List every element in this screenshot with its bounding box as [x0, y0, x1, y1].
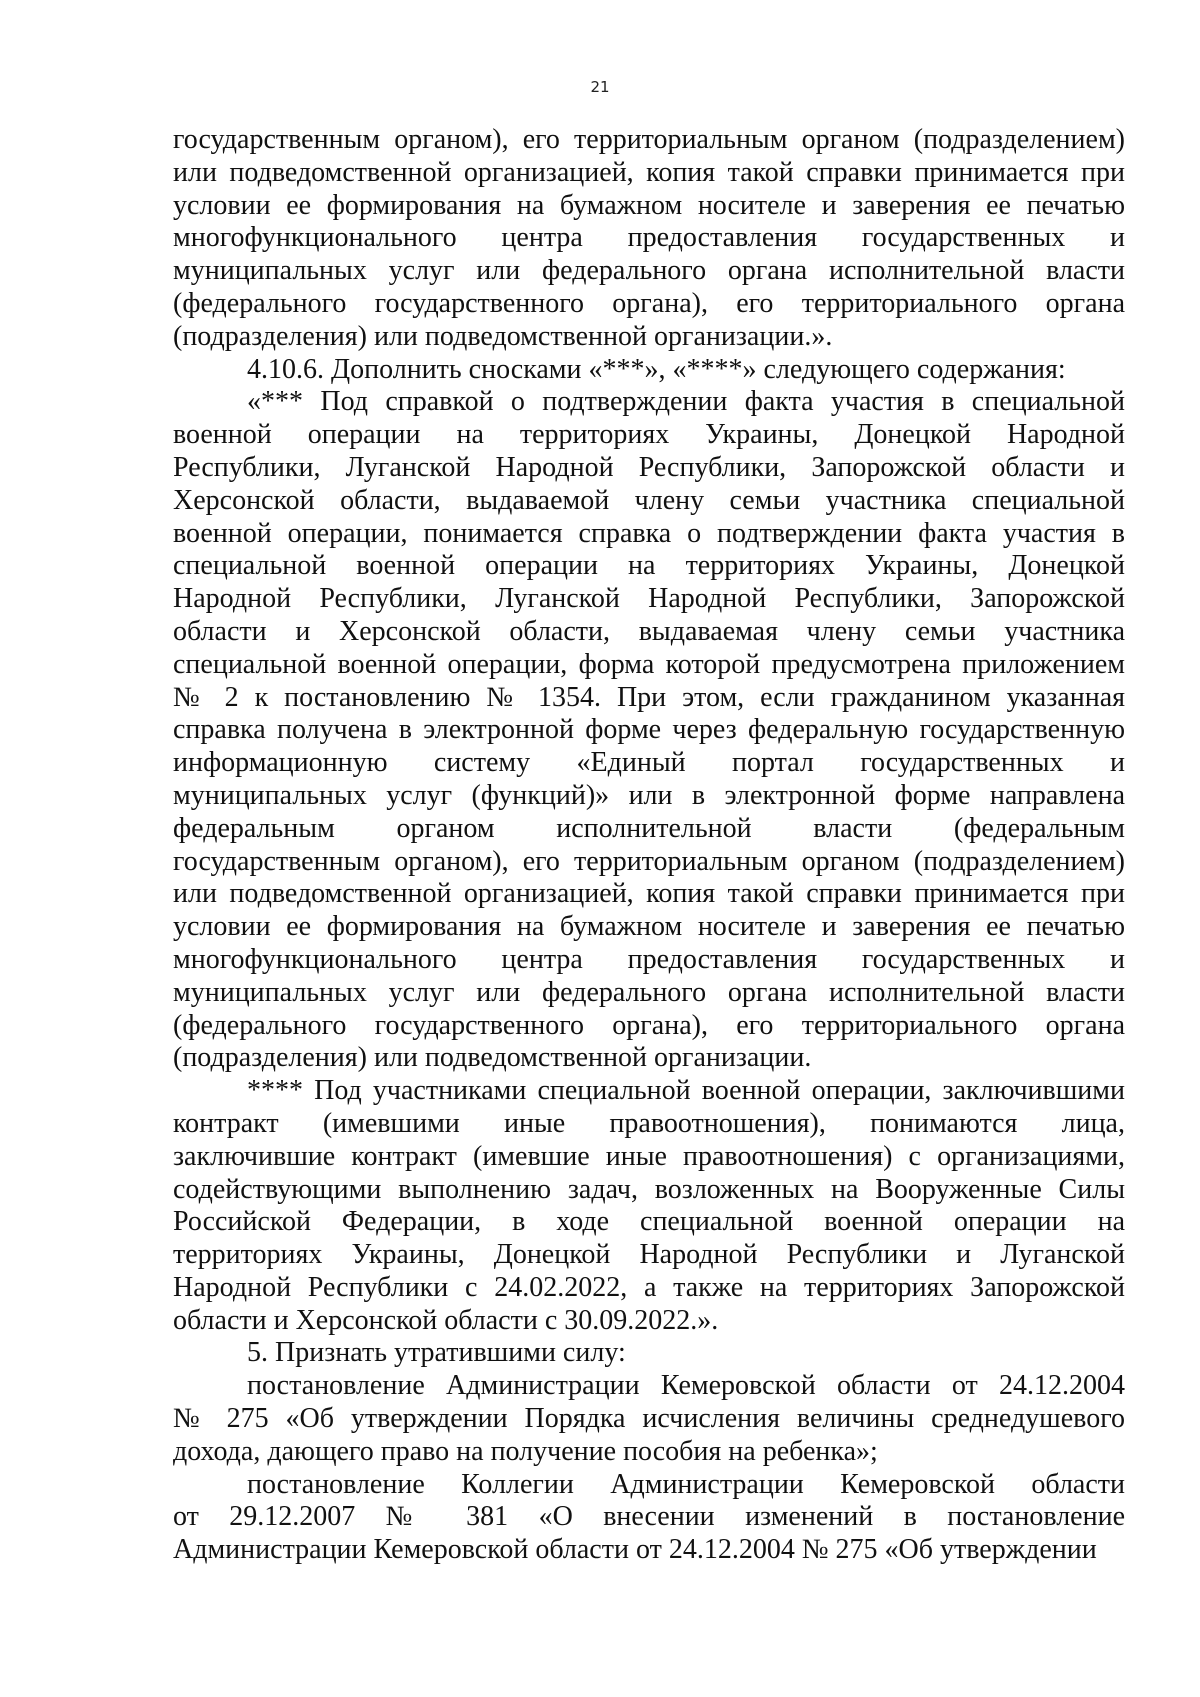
text-line: области и Херсонской области с 30.09.2022.».	[173, 1304, 719, 1336]
text-line: содействующими выполнению задач, возложенных на Вооруженные Силы	[173, 1173, 1125, 1205]
text-line: справка получена в электронной форме через федеральную государственную	[173, 714, 1125, 746]
text-line: Херсонской области, выдаваемой члену семьи участника специальной	[173, 484, 1125, 516]
text-line: **** Под участниками специальной военной операции, заключившими	[247, 1075, 1125, 1107]
text-line: специальной военной операции на территориях Украины, Донецкой	[173, 550, 1125, 582]
text-line: условии ее формирования на бумажном носителе и заверения ее печатью	[173, 189, 1125, 221]
text-line: контракт (имевшими иные правоотношения), понимаются лица,	[173, 1107, 1125, 1139]
paragraph	[173, 124, 1125, 354]
text-line: дохода, дающего право на получение пособия на ребенка»;	[173, 1435, 878, 1467]
paragraph	[173, 1370, 1125, 1468]
text-line: военной операции, понимается справка о подтверждении факта участия в	[173, 517, 1125, 549]
text-line: Российской Федерации, в ходе специальной военной операции на	[173, 1206, 1125, 1238]
text-line: (подразделения) или подведомственной организации.».	[173, 320, 833, 352]
text-line: многофункционального центра предоставления государственных и	[173, 222, 1125, 254]
text-line: муниципальных услуг или федерального органа исполнительной власти	[173, 976, 1125, 1008]
paragraph	[173, 1469, 1125, 1567]
text-line: федеральным органом исполнительной власти (федеральным	[173, 812, 1125, 844]
paragraph	[173, 1075, 1125, 1337]
page-number: 21	[590, 78, 610, 96]
text-line: Администрации Кемеровской области от 24.12.2004 № 275 «Об утверждении	[173, 1534, 1097, 1566]
text-line: многофункционального центра предоставления государственных и	[173, 943, 1125, 975]
text-line: специальной военной операции, форма которой предусмотрена приложением	[173, 648, 1125, 680]
paragraph	[173, 386, 1125, 1075]
text-line: «*** Под справкой о подтверждении факта участия в специальной	[247, 386, 1125, 418]
text-line: условии ее формирования на бумажном носителе и заверения ее печатью	[173, 911, 1125, 943]
text-line: информационную систему «Единый портал государственных и	[173, 747, 1125, 779]
text-line: или подведомственной организацией, копия такой справки принимается при	[173, 156, 1125, 188]
paragraph	[173, 1337, 1125, 1370]
text-line: муниципальных услуг или федерального органа исполнительной власти	[173, 255, 1125, 287]
text-line: Народной Республики, Луганской Народной Республики, Запорожской	[173, 583, 1125, 615]
text-line: области и Херсонской области, выдаваемая члену семьи участника	[173, 615, 1125, 647]
document-body	[173, 124, 1125, 1567]
text-line: № 2 к постановлению № 1354. При этом, если гражданином указанная	[173, 681, 1125, 713]
text-line: 4.10.6. Дополнить сносками «***», «****» следующего содержания:	[247, 353, 1066, 385]
text-line: муниципальных услуг (функций)» или в электронной форме направлена	[173, 779, 1125, 811]
text-line: постановление Коллегии Администрации Кемеровской области	[247, 1468, 1125, 1500]
text-line: территориях Украины, Донецкой Народной Республики и Луганской	[173, 1239, 1125, 1271]
text-line: заключившие контракт (имевшие иные правоотношения) с организациями,	[173, 1140, 1125, 1172]
text-line: 5. Признать утратившими силу:	[247, 1337, 626, 1369]
text-line: Народной Республики с 24.02.2022, а также на территориях Запорожской	[173, 1271, 1125, 1303]
paragraph	[173, 354, 1125, 387]
text-line: военной операции на территориях Украины, Донецкой Народной	[173, 419, 1125, 451]
text-line: или подведомственной организацией, копия такой справки принимается при	[173, 878, 1125, 910]
text-line: от 29.12.2007 № 381 «О внесении изменений в постановление	[173, 1501, 1125, 1533]
text-line: № 275 «Об утверждении Порядка исчисления величины среднедушевого	[173, 1403, 1125, 1435]
text-line: постановление Администрации Кемеровской области от 24.12.2004	[247, 1370, 1125, 1402]
text-line: Республики, Луганской Народной Республики, Запорожской области и	[173, 451, 1125, 483]
text-line: (подразделения) или подведомственной организации.	[173, 1042, 812, 1074]
text-line: (федерального государственного органа), его территориального органа	[173, 287, 1125, 319]
text-line: (федерального государственного органа), его территориального органа	[173, 1009, 1125, 1041]
text-line: государственным органом), его территориальным органом (подразделением)	[173, 845, 1125, 877]
text-line: государственным органом), его территориальным органом (подразделением)	[173, 124, 1125, 155]
